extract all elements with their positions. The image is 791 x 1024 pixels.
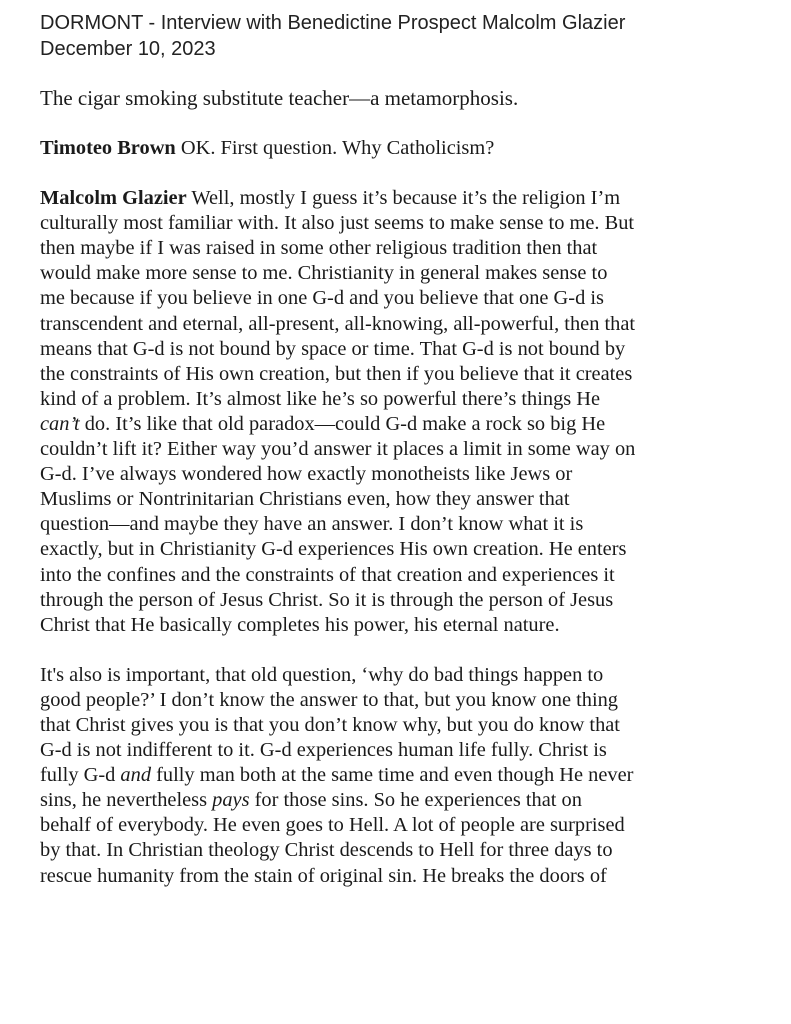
transcript-line: [40, 211, 780, 236]
transcript-line: [40, 261, 780, 286]
transcript-line: [40, 312, 780, 337]
emphasized-text: and: [120, 764, 152, 787]
text-run: Well, mostly I guess it’s because it’s the religion I’m: [191, 187, 621, 210]
emphasized-text: can’t: [40, 412, 80, 435]
text-run: by that. In Christian theology Christ descends to Hell for three days to: [40, 839, 613, 862]
text-run: behalf of everybody. He even goes to Hell. A lot of people are surprised: [40, 814, 625, 837]
text-run: Christ that He basically completes his power, his eternal nature.: [40, 613, 560, 636]
text-run: fully G-d: [40, 764, 121, 787]
text-run: me because if you believe in one G-d and you believe that one G-d is: [40, 287, 604, 310]
transcript-paragraph: [40, 186, 780, 638]
text-run: the constraints of His own creation, but then if you believe that it creates: [40, 362, 633, 385]
transcript-line: [40, 512, 780, 537]
transcript-line: [40, 286, 780, 311]
transcript-line: [40, 437, 780, 462]
document-subtitle: The cigar smoking substitute teacher—a metamorphosis.: [40, 86, 519, 110]
emphasized-text: pays: [212, 789, 250, 812]
transcript-paragraph: [40, 663, 780, 889]
text-run: do. It’s like that old paradox—could G-d make a rock so big He: [79, 412, 606, 435]
document-title: DORMONT - Interview with Benedictine Prospect Malcolm Glazier: [40, 12, 626, 34]
text-run: G-d. I’ve always wondered how exactly monotheists like Jews or: [40, 463, 573, 486]
text-run: couldn’t lift it? Either way you’d answer it places a limit in some way on: [40, 438, 636, 461]
speaker-name: Malcolm Glazier: [40, 187, 187, 210]
text-run: exactly, but in Christianity G-d experiences His own creation. He enters: [40, 538, 627, 561]
transcript-line: [40, 788, 780, 813]
transcript-line: [40, 763, 780, 788]
transcript-paragraph: [40, 136, 780, 161]
text-run: rescue humanity from the stain of original sin. He breaks the doors of: [40, 864, 607, 887]
text-run: good people?’ I don’t know the answer to that, but you know one thing: [40, 688, 619, 711]
document-date: December 10, 2023: [40, 38, 216, 60]
text-run: sins, he nevertheless: [40, 789, 213, 812]
transcript-line: [40, 663, 780, 688]
transcript-line: [40, 688, 780, 713]
transcript-line: [40, 362, 780, 387]
transcript-line: [40, 864, 780, 889]
transcript-line: [40, 186, 780, 211]
text-run: kind of a problem. It’s almost like he’s so powerful there’s things He: [40, 387, 601, 410]
text-run: that Christ gives you is that you don’t know why, but you do know that: [40, 713, 620, 736]
transcript-line: [40, 136, 780, 161]
transcript-line: [40, 337, 780, 362]
transcript-line: [40, 487, 780, 512]
speaker-name: Timoteo Brown: [40, 137, 176, 159]
text-run: then maybe if I was raised in some other religious tradition then that: [40, 237, 598, 260]
transcript-line: [40, 236, 780, 261]
text-run: transcendent and eternal, all-present, all-knowing, all-powerful, then that: [40, 312, 636, 335]
transcript-line: [40, 713, 780, 738]
text-run: for those sins. So he experiences that on: [249, 789, 582, 812]
text-run: would make more sense to me. Christianity in general makes sense to: [40, 262, 608, 285]
document-page: [40, 10, 780, 889]
text-run: means that G-d is not bound by space or time. That G-d is not bound by: [40, 337, 626, 360]
transcript-line: [40, 462, 780, 487]
transcript-line: [40, 412, 780, 437]
transcript-line: [40, 387, 780, 412]
transcript-line: [40, 838, 780, 863]
transcript-line: [40, 813, 780, 838]
text-run: OK. First question. Why Catholicism?: [180, 137, 495, 159]
text-run: into the confines and the constraints of that creation and experiences it: [40, 563, 615, 586]
text-run: G-d is not indifferent to it. G-d experiences human life fully. Christ is: [40, 739, 607, 762]
transcript-line: [40, 613, 780, 638]
text-run: question—and maybe they have an answer. I don’t know what it is: [40, 513, 584, 536]
text-run: Muslims or Nontrinitarian Christians even, how they answer that: [40, 488, 570, 511]
transcript-line: [40, 588, 780, 613]
interview-transcript: [40, 136, 780, 889]
text-run: fully man both at the same time and even though He never: [151, 764, 634, 787]
transcript-line: [40, 738, 780, 763]
text-run: culturally most familiar with. It also just seems to make sense to me. But: [40, 212, 635, 235]
transcript-line: [40, 563, 780, 588]
text-run: through the person of Jesus Christ. So it is through the person of Jesus: [40, 588, 614, 611]
transcript-line: [40, 537, 780, 562]
text-run: It's also is important, that old question, ‘why do bad things happen to: [40, 663, 604, 686]
